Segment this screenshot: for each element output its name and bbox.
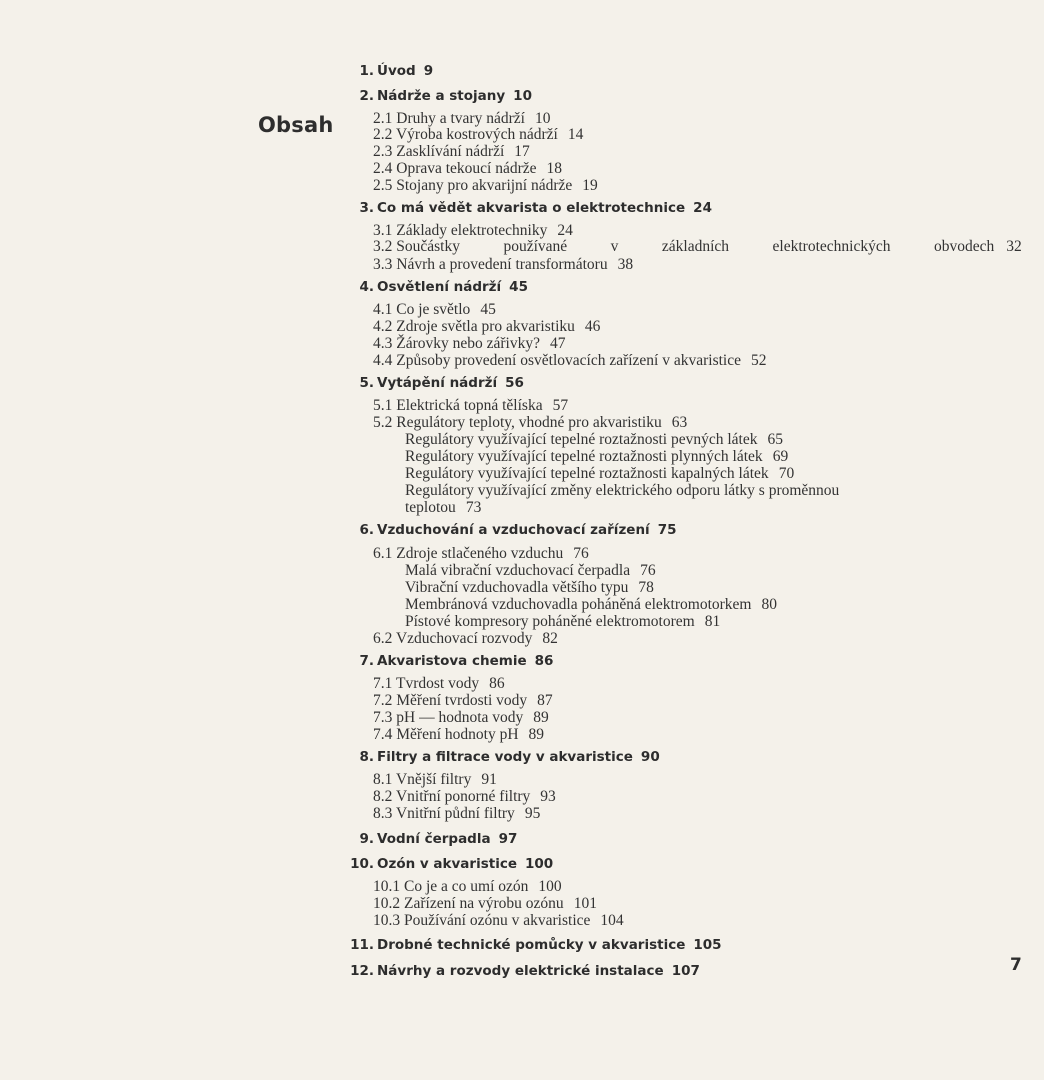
entry-page: 56: [505, 375, 524, 391]
entry-title: Malá vibrační vzduchovací čerpadla: [405, 562, 631, 579]
entry-page: 95: [524, 805, 541, 822]
entry-title: Návrhy a rozvody elektrické instalace: [377, 963, 664, 979]
entry-page: 65: [767, 431, 783, 448]
section-entry: [373, 143, 530, 160]
entry-title: Vnitřní ponorné filtry: [395, 788, 531, 805]
subsection-entry: [405, 499, 481, 516]
entry-title: Návrh a provedení transformátoru: [396, 256, 608, 273]
section-entry: [373, 256, 633, 273]
section-entry: [373, 788, 556, 805]
entry-title: Zasklívání nádrží: [396, 143, 505, 160]
entry-title: Zdroje stlačeného vzduchu: [396, 545, 564, 562]
chapter-entry: [310, 63, 690, 79]
entry-page: 82: [542, 630, 558, 647]
entry-page: 73: [465, 499, 482, 516]
section-entry: [373, 805, 540, 822]
entry-page: 105: [693, 937, 722, 953]
section-entry: [373, 771, 497, 788]
entry-page: 78: [638, 579, 654, 596]
entry-title: Součástky používané v základních elektrotechnických obvodech: [396, 238, 995, 255]
entry-page: 38: [617, 256, 634, 273]
entry-title: Vibrační vzduchovadla většího typu: [405, 579, 629, 596]
section-entry: [373, 630, 558, 647]
chapter-entry: [310, 375, 690, 391]
section-entry: [373, 895, 597, 912]
section-entry: [373, 160, 562, 177]
chapter-entry: [310, 856, 690, 872]
subsection-entry: [405, 579, 654, 596]
section-number: 8.1: [373, 771, 396, 788]
entry-page: 76: [640, 562, 656, 579]
entry-page: 86: [489, 675, 505, 692]
entry-title: Vodní čerpadla: [377, 831, 491, 847]
chapter-number: 2.: [359, 88, 374, 104]
entry-title: Vnější filtry: [395, 771, 472, 788]
section-entry: [373, 726, 544, 743]
entry-title: Regulátory využívající tepelné roztažnosti plynných látek: [405, 448, 763, 465]
entry-title: Tvrdost vody: [395, 675, 480, 692]
chapter-entry: [310, 963, 700, 979]
entry-title: Používání ozónu v akvaristice: [404, 912, 591, 929]
chapter-number: 11.: [350, 937, 374, 953]
section-entry: [373, 414, 687, 431]
entry-page: 75: [657, 522, 677, 538]
entry-title: Měření hodnoty pH: [396, 726, 519, 743]
chapter-entry: [310, 937, 722, 953]
page-number: 7: [1010, 955, 1022, 975]
entry-title: Způsoby provedení osvětlovacích zařízení v akvaristice: [396, 352, 741, 369]
entry-page: 87: [537, 692, 553, 709]
section-number: 7.4: [373, 726, 397, 743]
section-number: 5.1: [373, 397, 397, 414]
chapter-number: 10.: [350, 856, 374, 872]
entry-page: 100: [538, 878, 562, 895]
section-number: 10.1: [373, 878, 404, 895]
entry-page: 89: [533, 709, 549, 726]
entry-page: 107: [671, 963, 700, 979]
entry-page: 93: [540, 788, 556, 805]
section-entry: [373, 912, 624, 929]
entry-page: 91: [481, 771, 497, 788]
section-number: 2.3: [373, 143, 397, 160]
entry-page: 63: [671, 414, 688, 431]
section-entry: [373, 335, 566, 352]
section-number: 6.2: [373, 630, 396, 647]
section-entry: [373, 397, 568, 414]
entry-title: Výroba kostrových nádrží: [395, 126, 558, 143]
entry-page: 86: [534, 653, 554, 669]
section-entry: [373, 709, 549, 726]
entry-title: Regulátory využívající tepelné roztažnosti pevných látek: [405, 431, 758, 448]
entry-title: Žárovky nebo zářivky?: [396, 335, 540, 352]
entry-page: 90: [640, 749, 660, 765]
entry-title: Druhy a tvary nádrží: [396, 110, 525, 127]
section-entry: [373, 222, 573, 239]
section-entry: [373, 675, 505, 692]
section-number: 4.4: [373, 352, 397, 369]
entry-page: 19: [582, 177, 598, 194]
section-entry: [373, 301, 496, 318]
section-number: 2.5: [373, 177, 397, 194]
subsection-entry: [405, 613, 720, 630]
subsection-entry: [405, 431, 783, 448]
chapter-entry: [310, 831, 690, 847]
entry-title: Membránová vzduchovadla poháněná elektromotorkem: [405, 596, 752, 613]
entry-page: 45: [480, 301, 496, 318]
section-number: 5.2: [373, 414, 397, 431]
chapter-entry: [310, 88, 690, 104]
entry-title: Regulátory teploty, vhodné pro akvaristiku: [396, 414, 662, 431]
subsection-entry: [405, 596, 777, 613]
chapter-number: 5.: [359, 375, 374, 391]
entry-page: 9: [423, 63, 434, 79]
entry-title: Co je a co umí ozón: [404, 878, 529, 895]
entry-title: Elektrická topná tělíska: [396, 397, 543, 414]
section-entry: [373, 177, 598, 194]
entry-page: 81: [704, 613, 721, 630]
section-number: 4.1: [373, 301, 397, 318]
entry-page: 104: [600, 912, 624, 929]
entry-title: Vytápění nádrží: [377, 375, 498, 391]
section-number: 3.3: [373, 256, 397, 273]
section-number: 2.1: [373, 110, 397, 127]
entry-title: Stojany pro akvarijní nádrže: [396, 177, 573, 194]
entry-title: Co má vědět akvarista o elektrotechnice: [377, 200, 686, 216]
section-number: 8.2: [373, 788, 396, 805]
entry-title: Oprava tekoucí nádrže: [396, 160, 537, 177]
entry-page: 89: [528, 726, 545, 743]
subsection-entry: [405, 448, 788, 465]
section-number: 7.3: [373, 709, 397, 726]
entry-title: pH — hodnota vody: [396, 709, 524, 726]
entry-title: Základy elektrotechniky: [396, 222, 548, 239]
entry-page: 76: [573, 545, 589, 562]
entry-title: Akvaristova chemie: [377, 653, 527, 669]
entry-title: Vzduchování a vzduchovací zařízení: [377, 522, 650, 538]
chapter-entry: [310, 653, 690, 669]
chapter-number: 6.: [359, 522, 374, 538]
entry-page: 80: [761, 596, 777, 613]
entry-page: 69: [772, 448, 789, 465]
section-entry: [373, 878, 562, 895]
entry-title: Filtry a filtrace vody v akvaristice: [377, 749, 633, 765]
section-entry: [373, 352, 767, 369]
subsection-entry: [405, 562, 656, 579]
entry-page: 57: [552, 397, 569, 414]
section-number: 7.1: [373, 675, 396, 692]
entry-title: Regulátory využívající změny elektrického odporu látky s proměnnou: [405, 482, 840, 499]
entry-page: 101: [573, 895, 597, 912]
entry-page: 14: [567, 126, 584, 143]
entry-title: Zdroje světla pro akvaristiku: [396, 318, 575, 335]
section-number: 8.3: [373, 805, 396, 822]
chapter-entry: [310, 279, 690, 295]
entry-page: 32: [1006, 238, 1022, 255]
entry-title: Co je světlo: [396, 301, 471, 318]
section-number: 2.4: [373, 160, 397, 177]
entry-page: 17: [514, 143, 530, 160]
entry-title: Vzduchovací rozvody: [395, 630, 533, 647]
entry-page: 47: [550, 335, 566, 352]
chapter-number: 4.: [359, 279, 374, 295]
entry-page: 10: [513, 88, 532, 104]
page-title: Obsah: [258, 113, 334, 137]
entry-page: 52: [751, 352, 767, 369]
entry-title: Osvětlení nádrží: [377, 279, 502, 295]
section-number: 3.1: [373, 222, 397, 239]
section-number: 2.2: [373, 126, 396, 143]
entry-page: 45: [509, 279, 528, 295]
chapter-number: 8.: [359, 749, 374, 765]
section-number: 4.3: [373, 335, 397, 352]
section-entry: [373, 318, 600, 335]
entry-page: 18: [546, 160, 563, 177]
entry-page: 100: [524, 856, 554, 872]
section-number: 4.2: [373, 318, 397, 335]
section-number: 3.2: [373, 238, 397, 255]
section-entry: [373, 110, 550, 127]
section-entry: [373, 692, 553, 709]
entry-title: Vnitřní půdní filtry: [395, 805, 515, 822]
chapter-entry: [310, 749, 690, 765]
chapter-number: 9.: [359, 831, 374, 847]
entry-title: Pístové kompresory poháněné elektromotorem: [405, 613, 695, 630]
entry-title: Regulátory využívající tepelné roztažnosti kapalných látek: [405, 465, 769, 482]
chapter-number: 12.: [350, 963, 374, 979]
entry-title: Nádrže a stojany: [377, 88, 506, 104]
entry-title: Ozón v akvaristice: [377, 856, 517, 872]
entry-title: Úvod: [377, 63, 416, 79]
chapter-entry: [310, 522, 690, 538]
chapter-entry: [310, 200, 712, 216]
entry-title: Zařízení na výrobu ozónu: [404, 895, 564, 912]
entry-title: Drobné technické pomůcky v akvaristice: [377, 937, 686, 953]
section-entry: [373, 238, 1022, 255]
section-entry: [373, 545, 589, 562]
entry-page: 10: [534, 110, 551, 127]
entry-page: 97: [498, 831, 518, 847]
section-number: 7.2: [373, 692, 397, 709]
entry-page: 70: [778, 465, 795, 482]
chapter-number: 1.: [359, 63, 374, 79]
section-number: 10.2: [373, 895, 404, 912]
chapter-number: 7.: [359, 653, 374, 669]
subsection-entry: [405, 465, 794, 482]
section-number: 10.3: [373, 912, 404, 929]
chapter-number: 3.: [359, 200, 374, 216]
entry-title: Měření tvrdosti vody: [396, 692, 528, 709]
entry-page: 24: [557, 222, 573, 239]
section-number: 6.1: [373, 545, 397, 562]
section-entry: [373, 126, 583, 143]
entry-page: 46: [584, 318, 601, 335]
subsection-entry: [405, 482, 839, 499]
entry-page: 24: [693, 200, 712, 216]
entry-title: teplotou: [405, 499, 456, 516]
